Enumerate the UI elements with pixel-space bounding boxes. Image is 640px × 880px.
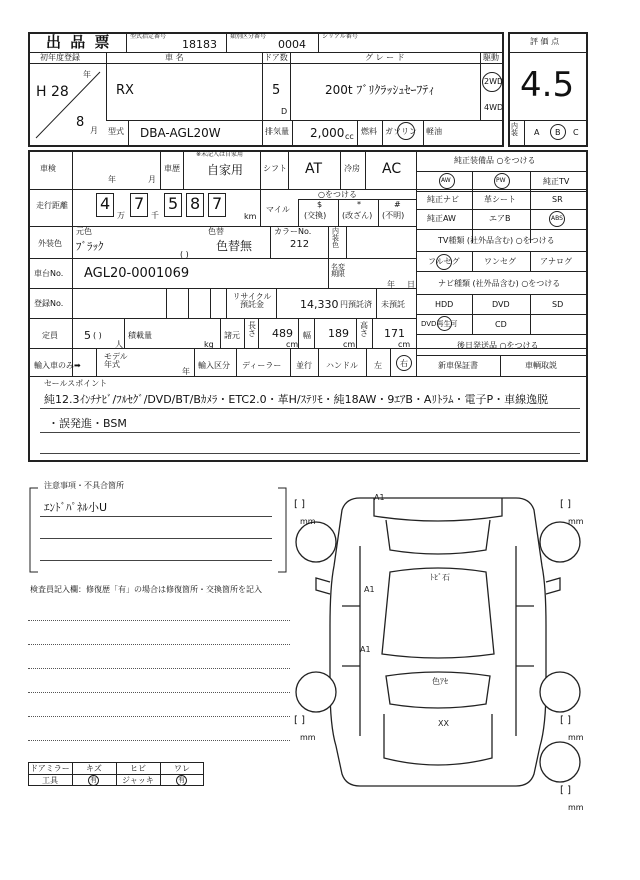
equip-airbag: エアB: [489, 214, 511, 223]
original-color-label: 元色: [76, 227, 92, 236]
displacement-label: 排気量: [265, 127, 289, 136]
model-designation-label: 型式指定番号: [130, 33, 167, 40]
nav-hdd: HDD: [435, 300, 454, 309]
color-no-label: カラーNo.: [274, 227, 312, 236]
import-label: 輸入車のみ➡: [34, 361, 81, 370]
first-reg-month: 8: [76, 115, 85, 130]
odometer-circle-note: ○をつける: [318, 190, 357, 199]
equip-tv: 純正TV: [543, 177, 570, 186]
not-deposited: 未預託: [381, 300, 405, 309]
tire-mm-spare: mm: [568, 803, 584, 812]
original-color-value: ﾌﾞﾗｯｸ: [76, 240, 104, 253]
tools-tool-label: 工具: [42, 776, 58, 785]
dims-label: 諸元: [224, 331, 240, 340]
capacity-paren: ( ): [93, 331, 102, 340]
serial-label: シリアル番号: [322, 33, 358, 40]
handle-right: 右: [400, 359, 408, 368]
equip-navi: 純正ナビ: [427, 195, 459, 204]
tire-mm-rl: mm: [300, 733, 316, 742]
width-value: 189: [328, 327, 349, 340]
dollar-mark: $: [317, 200, 323, 209]
inspection-month-unit: 月: [148, 175, 156, 184]
damage-mark-left-rear: A1: [360, 645, 371, 654]
model-year-unit: 年: [182, 367, 190, 376]
model-value: DBA-AGL20W: [140, 126, 221, 140]
sales-point-line-1: 純12.3ｲﾝﾁﾅﾋﾞ/ﾌﾙｾｸﾞ/DVD/BT/Bｶﾒﾗ・ETC2.0・革H/ｽﾃﾘﾓ・純18AW・9ｴｱB・Aﾘﾄﾗﾑ・電子P・車線逸脱: [44, 393, 549, 406]
tools-header-mirror: ドアミラー: [30, 764, 70, 773]
km-unit: km: [244, 212, 257, 221]
interior-c: C: [573, 128, 579, 137]
color-no-value: 212: [290, 239, 310, 250]
tire-bracket-fr: [ ]: [560, 499, 571, 510]
equip-aw: AW: [441, 177, 451, 184]
tools-jack-value: 有: [178, 776, 185, 784]
damage-mark-roof: ﾄﾋﾞ石: [430, 573, 450, 582]
capacity-label: 定員: [42, 331, 58, 340]
tire-bracket-fl: [ ]: [294, 499, 305, 510]
color-change-label: 色替: [208, 227, 224, 236]
import-type-label: 輸入区分: [198, 361, 230, 370]
tools-header-crack: ヒビ: [130, 764, 146, 773]
equip-sr: SR: [552, 195, 563, 204]
chassis-label: 車台No.: [34, 269, 64, 278]
width-label: 幅: [303, 331, 311, 340]
history-value: 自家用: [207, 163, 244, 177]
fuel-label: 燃料: [361, 127, 377, 136]
import-parallel: 並行: [296, 361, 312, 370]
inspection-year-unit: 年: [108, 175, 116, 184]
mile-label: マイル: [266, 205, 290, 214]
equipment-label: 純正装備品 ○をつける: [454, 156, 536, 165]
tv-analog: アナログ: [540, 257, 572, 266]
recycle-value: 14,330: [300, 298, 339, 311]
odometer-exchange: (交換): [304, 211, 327, 220]
chassis-value: AGL20-0001069: [84, 266, 190, 281]
mileage-digit-4: 8: [190, 194, 201, 213]
equip-abs: ABS: [551, 215, 563, 222]
car-damage-diagram: [290, 486, 590, 806]
color-change-value: 色替無: [216, 239, 253, 253]
hash-mark: #: [394, 200, 401, 209]
first-reg-era: H 28: [36, 84, 69, 100]
mileage-digit-5: 7: [212, 194, 223, 213]
recycle-label: リサイクル預託金: [232, 292, 272, 309]
color-change-paren: ( ): [180, 250, 189, 259]
interior-color-label: 内装色: [332, 227, 339, 249]
height-value: 171: [384, 327, 405, 340]
damage-mark-rear: XX: [438, 719, 449, 728]
tire-bracket-rl: [ ]: [294, 715, 305, 726]
registration-label: 登録No.: [34, 299, 64, 308]
length-value: 489: [272, 327, 293, 340]
star-mark: *: [357, 200, 361, 209]
length-cm: cm: [286, 340, 299, 349]
tv-type-label: TV種類 (社外品含む) ○をつける: [438, 236, 555, 245]
tools-header-break: ワレ: [174, 764, 190, 773]
notes-bracket: [26, 480, 290, 580]
notes-label: 注意事項・不具合箇所: [44, 481, 124, 490]
car-name-label: 車 名: [165, 53, 184, 62]
tire-mm-fl: mm: [300, 517, 316, 526]
nav-sd: SD: [552, 300, 564, 309]
nav-dvd-play: DVD再生可: [421, 320, 458, 328]
equip-pw: PW: [496, 177, 506, 184]
tire-mm-fr: mm: [568, 517, 584, 526]
doors-value: 5: [272, 83, 281, 98]
model-designation-value: 18183: [182, 38, 217, 51]
title-change-day: 日: [407, 280, 415, 289]
exterior-color-label: 外装色: [38, 239, 62, 248]
title-change-label: 名変期限: [331, 263, 345, 278]
history-label: 車歴: [164, 164, 180, 173]
sales-point-label: セールスポイント: [44, 379, 108, 388]
car-name-value: RX: [116, 83, 134, 98]
tire-bracket-rr: [ ]: [560, 715, 571, 726]
person-unit: 人: [115, 340, 123, 349]
tools-header-scratch: キズ: [86, 764, 102, 773]
interior-label: 内装: [511, 122, 518, 137]
mileage-digit-3: 5: [168, 194, 179, 213]
handle-label: ハンドル: [326, 361, 358, 370]
shift-label: シフト: [263, 164, 287, 173]
light-oil-label: 軽油: [426, 127, 442, 136]
doors-label: ドア数: [264, 53, 288, 62]
recycle-unit: 円預託済: [340, 300, 372, 309]
model-label: 型式: [108, 127, 124, 136]
equip-leather: 革シート: [484, 195, 516, 204]
length-label: 長さ: [248, 321, 256, 338]
tools-tool-value: 有: [90, 776, 97, 784]
grade-label: グ レ ー ド: [365, 53, 405, 62]
month-unit: 月: [90, 126, 98, 135]
rating-label: 評 価 点: [530, 37, 560, 46]
mileage-label: 走行距離: [36, 201, 68, 210]
sales-point-line-2: ・誤発進・BSM: [48, 417, 127, 430]
drive-label: 駆動: [483, 53, 499, 62]
inspection-label: 車検: [40, 164, 56, 173]
tools-jack-label: ジャッキ: [122, 776, 154, 785]
form-title: 出 品 票: [46, 33, 112, 51]
height-label: 高さ: [360, 321, 368, 338]
tire-bracket-spare: [ ]: [560, 785, 571, 796]
shift-value: AT: [305, 161, 323, 177]
mileage-digit-2: 7: [134, 194, 145, 213]
load-label: 積載量: [128, 331, 152, 340]
first-reg-label: 初年度登録: [40, 53, 80, 62]
year-unit: 年: [83, 70, 91, 79]
tire-mm-rr: mm: [568, 733, 584, 742]
nav-dvd: DVD: [492, 300, 510, 309]
import-dealer: ディーラー: [242, 361, 282, 370]
sen-unit: 千: [151, 211, 159, 220]
damage-mark-front: A1: [374, 493, 385, 502]
category-label: 類別区分番号: [230, 33, 267, 40]
kg-unit: kg: [204, 340, 214, 349]
grade-value: 200t ﾌﾞﾘｸﾗｯｼｭｾｰﾌﾃｨ: [325, 83, 435, 97]
rating-value: 4.5: [520, 65, 575, 105]
displacement-value: 2,000: [310, 126, 345, 140]
drive-4wd: 4WD: [484, 103, 504, 112]
notes-line-1: ｴﾝﾄﾞﾊﾟﾈﾙ小U: [44, 501, 108, 514]
height-cm: cm: [398, 340, 411, 349]
interior-b: B: [555, 128, 561, 137]
odometer-unknown: (不明): [382, 211, 405, 220]
nav-type-label: ナビ種類 (社外品含む) ○をつける: [438, 279, 561, 288]
door-suffix: D: [281, 107, 288, 116]
fuel-value: ガソリン: [385, 127, 417, 136]
drive-2wd: 2WD: [484, 77, 504, 86]
category-value: 0004: [278, 38, 306, 51]
tv-oneseg: ワンセグ: [484, 257, 516, 266]
mileage-digit-1: 4: [100, 194, 111, 213]
delivery-manual: 車輌取説: [525, 361, 557, 370]
delivery-label: 後日発送品 ○をつける: [457, 341, 539, 350]
damage-mark-left-front: A1: [364, 585, 375, 594]
ac-value: AC: [382, 161, 402, 177]
man-unit: 万: [117, 211, 125, 220]
ac-label: 冷房: [344, 164, 360, 173]
history-note: ※未記入は自家用: [196, 151, 244, 158]
width-cm: cm: [343, 340, 356, 349]
delivery-warranty: 新車保証書: [438, 361, 478, 370]
damage-mark-rear-top: 色ｱｾ: [432, 677, 448, 686]
handle-left: 左: [374, 361, 382, 370]
interior-a: A: [534, 128, 540, 137]
nav-cd: CD: [495, 320, 507, 329]
equip-factory-aw: 純正AW: [427, 214, 456, 223]
tv-fullseg: フルセグ: [428, 257, 460, 266]
title-change-year: 年: [387, 280, 395, 289]
model-year-label: モデル年式: [104, 352, 128, 369]
cc-unit: cc: [345, 132, 354, 141]
inspector-label: 検査員記入欄：修復歴「有」の場合は修復箇所・交換箇所を記入: [30, 585, 262, 594]
capacity-value: 5: [84, 329, 91, 342]
odometer-tamper: (改ざん): [342, 211, 373, 220]
